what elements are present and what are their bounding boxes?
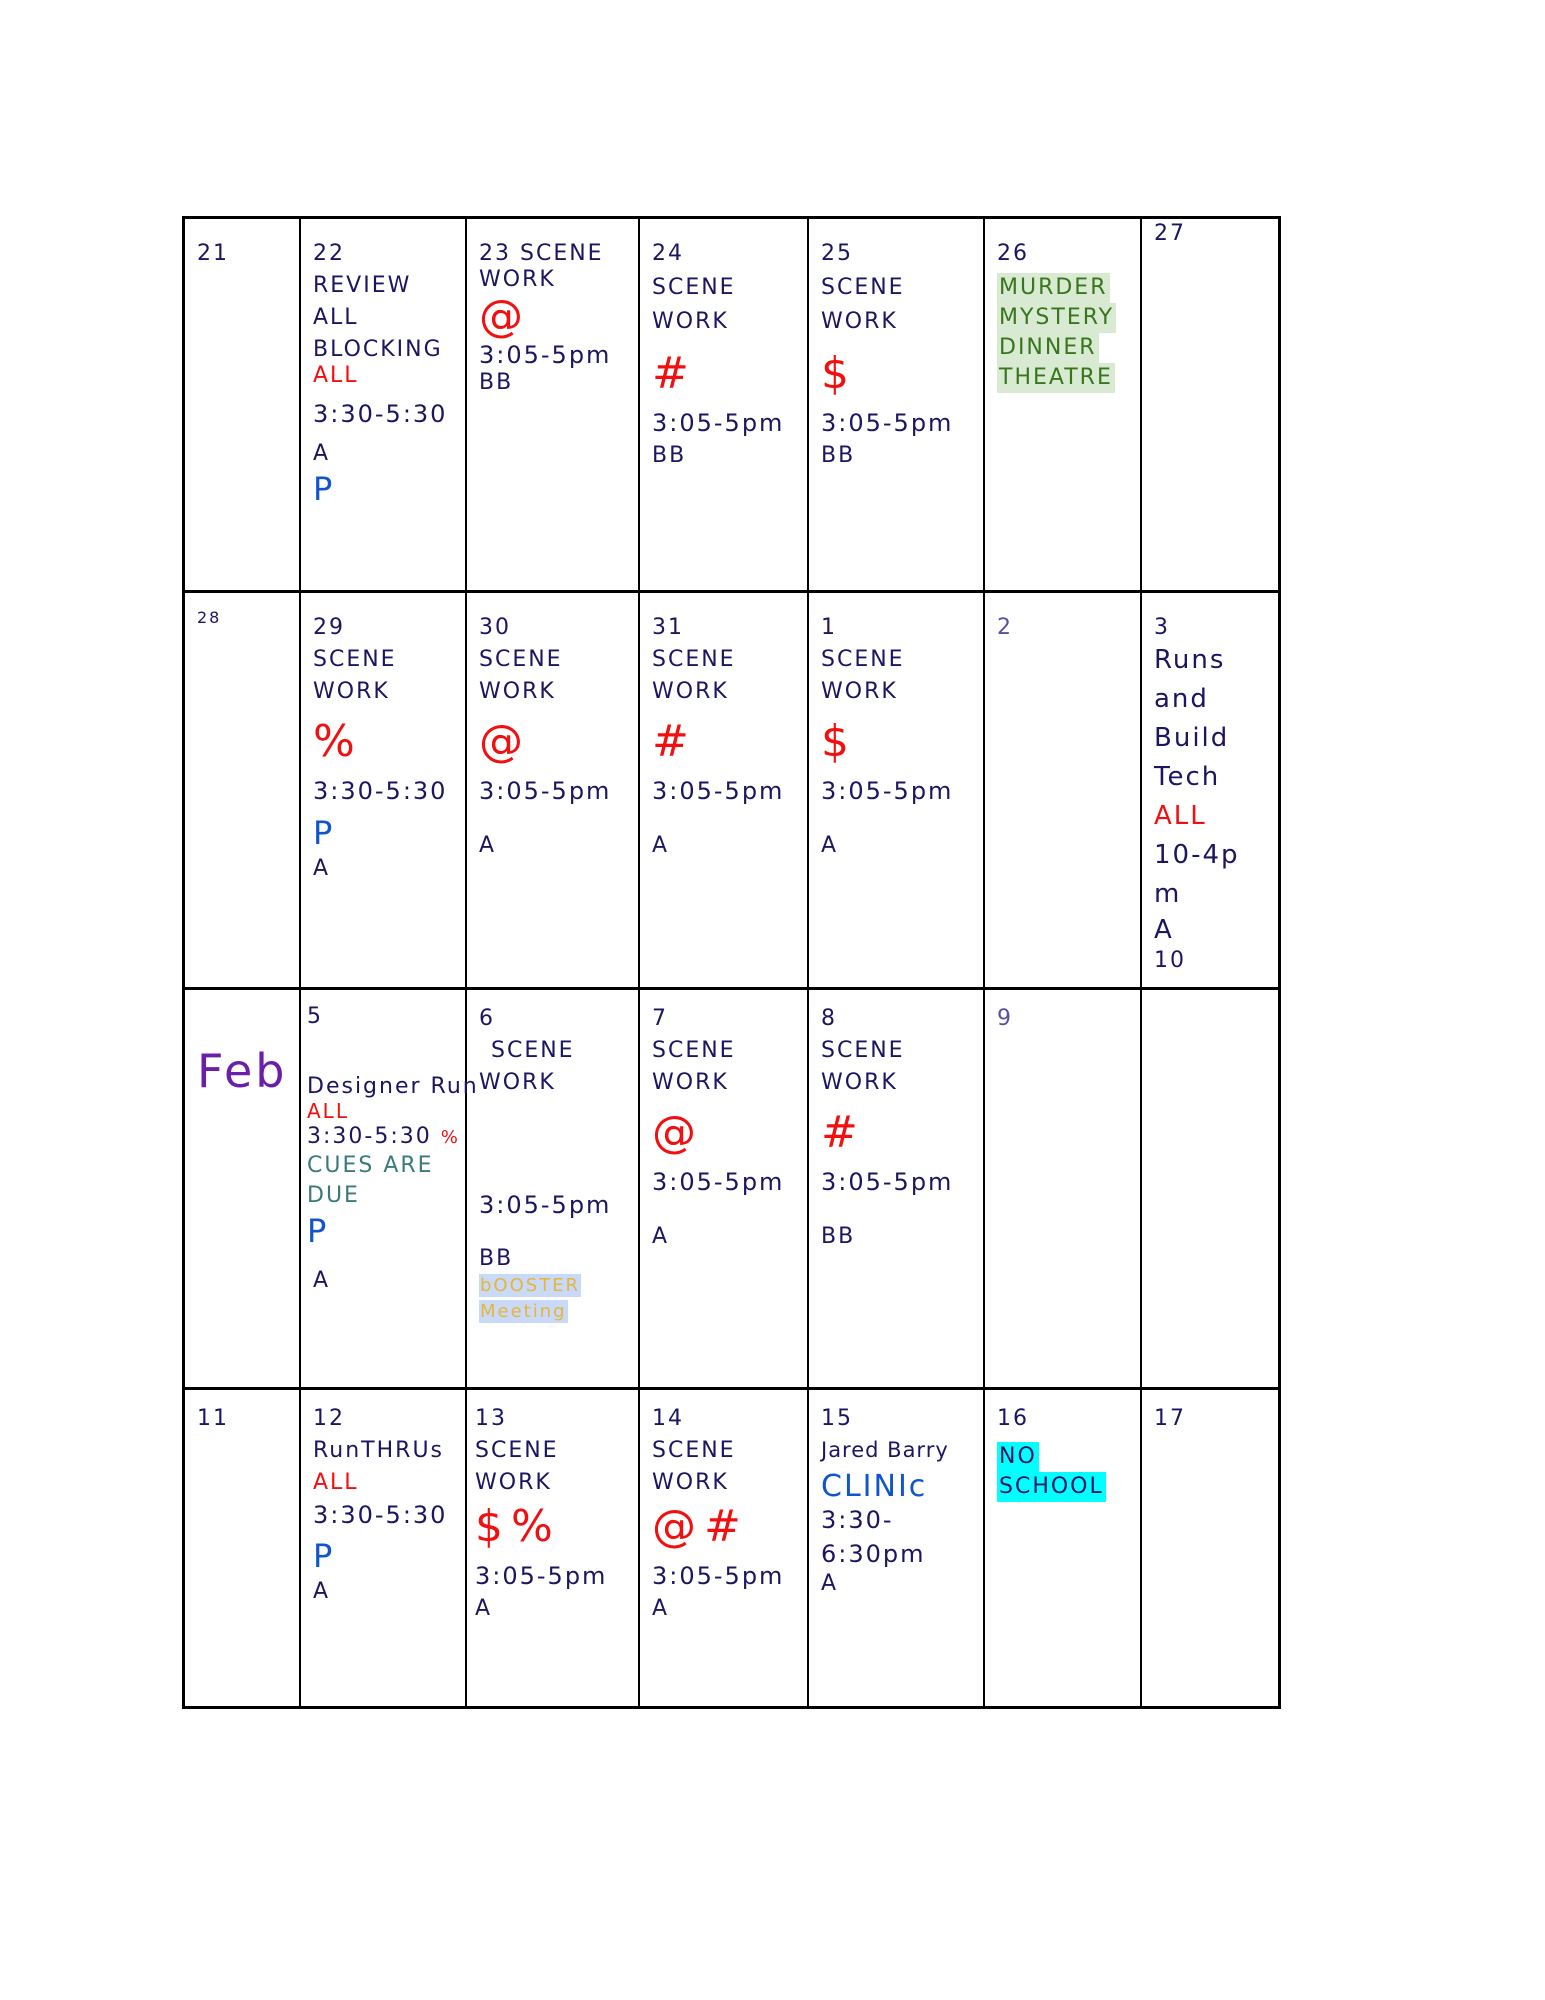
day-cell-13 — [467, 1390, 640, 1706]
day-cell-2 — [985, 593, 1142, 990]
event-line: Jared Barry — [821, 1437, 949, 1462]
day-number: 2 — [997, 615, 1013, 640]
time-label: 3:30-5:30 — [307, 1123, 432, 1149]
day-cell-28 — [185, 593, 301, 990]
day-number: 11 — [197, 1406, 229, 1431]
day-cell-25 — [809, 219, 985, 593]
day-number: 15 — [821, 1406, 853, 1431]
time-label: 3:30- — [821, 1506, 894, 1535]
month-label-cell — [185, 990, 301, 1390]
event-line: WORK — [313, 678, 390, 704]
event-line: Tech — [1154, 761, 1221, 792]
time-label: 3:30-5:30 — [313, 777, 448, 806]
time-label: 3:05-5pm — [652, 1562, 785, 1591]
no-school-highlight: NO — [997, 1442, 1039, 1472]
location-letter: A — [821, 1571, 839, 1597]
time-label: 3:05-5pm — [652, 1168, 785, 1197]
event-line: ALL — [313, 304, 359, 330]
mark-p: P — [307, 1212, 329, 1251]
calendar-grid — [182, 216, 1281, 1709]
event-line: WORK — [652, 1069, 729, 1095]
group-label: BB — [479, 370, 514, 396]
event-highlight: MYSTERY — [997, 303, 1116, 333]
day-cell-26 — [985, 219, 1142, 593]
event-line: SCENE — [313, 646, 397, 672]
time-label: 3:05-5pm — [652, 777, 785, 806]
event-line: WORK — [652, 1469, 729, 1495]
day-number: 7 — [652, 1006, 668, 1031]
event-line: WORK — [475, 1469, 552, 1495]
day-cell-11 — [185, 1390, 301, 1706]
group-label: ALL — [313, 1469, 359, 1495]
time-label: 3:05-5pm — [475, 1562, 608, 1591]
event-line: WORK — [821, 1069, 898, 1095]
day-cell-6 — [467, 990, 640, 1390]
day-number: 30 — [479, 615, 511, 640]
symbol-mark: % — [440, 1126, 460, 1148]
time-label-cont: 6:30pm — [821, 1539, 926, 1568]
event-highlight: THEATRE — [997, 363, 1115, 393]
time-label-cont: m — [1154, 878, 1182, 909]
day-number: 21 — [197, 241, 229, 266]
cues-line: DUE — [307, 1183, 360, 1209]
mark-p: P — [313, 1537, 335, 1576]
symbol-mark: % — [313, 715, 363, 767]
symbol-mark: @ — [479, 715, 531, 767]
day-number: 17 — [1154, 1406, 1186, 1431]
day-number: 25 — [821, 241, 853, 266]
mark-p: P — [313, 813, 335, 852]
location-letter: A — [313, 1579, 331, 1605]
group-label: BB — [821, 1223, 856, 1249]
day-number: 26 — [997, 241, 1029, 266]
day-cell-7 — [640, 990, 809, 1390]
mark-p: P — [313, 470, 335, 509]
event-line: WORK — [479, 266, 556, 292]
cut-off-text: 10 — [1154, 947, 1186, 973]
time-label: 3:05-5pm — [479, 777, 612, 806]
event-line: SCENE — [821, 274, 905, 300]
event-line: SCENE — [652, 646, 736, 672]
symbol-mark: @# — [652, 1500, 749, 1552]
event-line: RunTHRUs — [313, 1437, 445, 1463]
time-label: 3:05-5pm — [479, 341, 612, 370]
day-cell-1 — [809, 593, 985, 990]
day-cell-29 — [301, 593, 467, 990]
event-line: WORK — [479, 678, 556, 704]
day-cell-24 — [640, 219, 809, 593]
day-number: 28 — [197, 608, 222, 627]
time-label: 3:05-5pm — [479, 1190, 612, 1219]
location-letter: A — [1154, 914, 1174, 945]
event-line: WORK — [821, 678, 898, 704]
location-letter: A — [313, 855, 331, 881]
symbol-mark: $% — [475, 1500, 561, 1552]
day-number: 16 — [997, 1406, 1029, 1431]
group-label: BB — [479, 1246, 514, 1272]
group-label: BB — [821, 442, 856, 468]
event-line: Runs — [1154, 644, 1226, 675]
symbol-mark: @ — [652, 1106, 704, 1158]
group-label: BB — [652, 442, 687, 468]
time-label: 3:05-5pm — [821, 1168, 954, 1197]
time-label: 3:30-5:30 — [313, 1500, 448, 1529]
day-number: 22 — [313, 241, 345, 266]
symbol-mark: $ — [821, 715, 857, 767]
location-letter: A — [313, 441, 331, 467]
day-number: 13 — [475, 1406, 507, 1431]
event-line: WORK — [479, 1069, 556, 1095]
day-cell-8 — [809, 990, 985, 1390]
day-number: 27 — [1154, 221, 1186, 246]
event-line: WORK — [652, 308, 729, 334]
event-highlight: DINNER — [997, 333, 1099, 363]
symbol-mark: # — [652, 715, 697, 767]
day-cell-17 — [1142, 1390, 1281, 1706]
event-line: SCENE — [821, 646, 905, 672]
day-cell-23 — [467, 219, 640, 593]
event-line: SCENE — [479, 646, 563, 672]
day-cell-9 — [985, 990, 1142, 1390]
location-letter: A — [313, 1268, 331, 1294]
no-school-highlight: SCHOOL — [997, 1472, 1106, 1502]
booster-highlight: bOOSTER — [480, 1275, 581, 1297]
location-letter: A — [652, 1223, 670, 1249]
location-letter: A — [479, 832, 497, 858]
day-cell-14 — [640, 1390, 809, 1706]
event-line: SCENE — [491, 1037, 575, 1063]
event-line: SCENE — [821, 1037, 905, 1063]
event-line: SCENE — [652, 1437, 736, 1463]
day-number: 3 — [1154, 615, 1170, 640]
event-line: Build — [1154, 722, 1230, 753]
cues-line: CUES ARE — [307, 1153, 434, 1179]
day-cell-27 — [1142, 219, 1281, 593]
event-line: SCENE — [652, 1037, 736, 1063]
day-number: 12 — [313, 1406, 345, 1431]
day-number: 6 — [479, 1006, 495, 1031]
day-number: 9 — [997, 1006, 1013, 1031]
event-line: BLOCKING — [313, 336, 443, 362]
day-cell-21 — [185, 219, 301, 593]
day-number: 5 — [307, 1004, 323, 1029]
symbol-mark: @ — [479, 290, 531, 342]
location-letter: A — [821, 832, 839, 858]
day-number: 14 — [652, 1406, 684, 1431]
day-cell-22 — [301, 219, 467, 593]
group-label: ALL — [307, 1098, 349, 1123]
day-number: 24 — [652, 241, 684, 266]
event-title: 23 SCENE — [479, 241, 604, 266]
event-line: REVIEW — [313, 272, 412, 298]
location-letter: A — [652, 1595, 670, 1621]
day-cell-30 — [467, 593, 640, 990]
time-label: 3:05-5pm — [821, 409, 954, 438]
symbol-mark: # — [821, 1106, 866, 1158]
day-cell-12 — [301, 1390, 467, 1706]
time-label: 3:05-5pm — [652, 409, 785, 438]
time-label: 3:30-5:30 — [313, 399, 448, 428]
event-line: SCENE — [652, 274, 736, 300]
group-label: ALL — [313, 362, 359, 388]
group-label: ALL — [1154, 800, 1207, 831]
day-number: 31 — [652, 615, 684, 640]
day-cell-15 — [809, 1390, 985, 1706]
event-line: WORK — [821, 308, 898, 334]
booster-highlight: Meeting — [480, 1301, 567, 1323]
day-cell-16 — [985, 1390, 1142, 1706]
month-label: Feb — [197, 1044, 288, 1098]
event-line: Designer Run — [307, 1073, 479, 1099]
event-line: WORK — [652, 678, 729, 704]
location-letter: A — [652, 832, 670, 858]
day-cell-31 — [640, 593, 809, 990]
event-line: SCENE — [475, 1437, 559, 1463]
day-cell-10-empty — [1142, 990, 1281, 1390]
day-number: 29 — [313, 615, 345, 640]
day-number: 1 — [821, 615, 837, 640]
symbol-mark: # — [652, 347, 697, 399]
day-number: 8 — [821, 1006, 837, 1031]
time-label: 3:05-5pm — [821, 777, 954, 806]
time-label: 10-4p — [1154, 839, 1240, 870]
event-highlight: MURDER — [997, 273, 1110, 303]
event-line: and — [1154, 683, 1209, 714]
clinic-label: CLINIc — [821, 1468, 928, 1504]
day-cell-5 — [301, 990, 479, 1390]
day-cell-3 — [1142, 593, 1281, 990]
location-letter: A — [475, 1595, 493, 1621]
symbol-mark: $ — [821, 347, 857, 399]
